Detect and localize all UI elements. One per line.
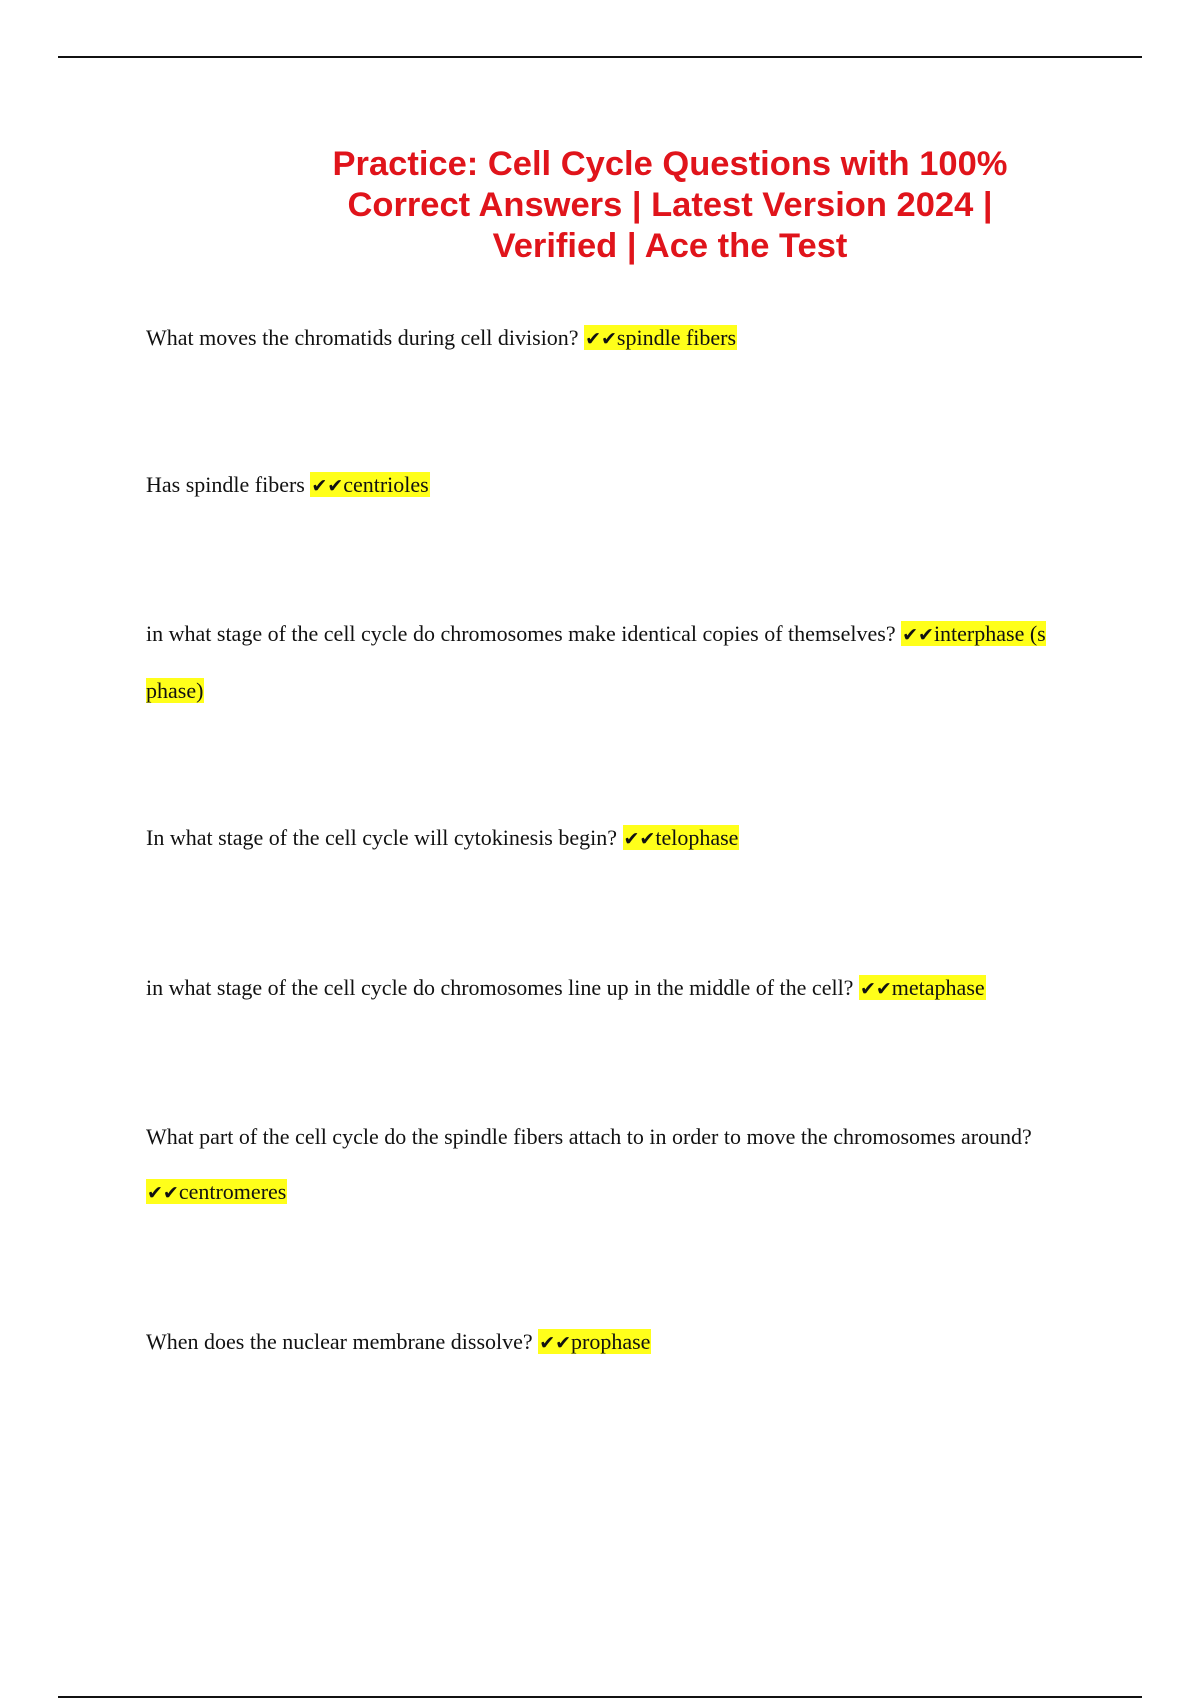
question-text: in what stage of the cell cycle do chromosomes line up in the middle of the cell? (146, 975, 854, 1000)
document-title: Practice: Cell Cycle Questions with 100% Correct Answers | Latest Version 2024 | Verified | Ace the Test (332, 145, 1008, 265)
question-text: In what stage of the cell cycle will cytokinesis begin? (146, 825, 618, 850)
double-check-icon: ✔✔ (539, 1332, 572, 1354)
answer-highlight (146, 1179, 287, 1204)
question-text: Has spindle fibers (146, 472, 305, 497)
answer-highlight (623, 825, 740, 850)
qa-item-4 (146, 810, 1046, 867)
top-rule (58, 56, 1142, 58)
qa-item-1 (146, 310, 1046, 367)
qa-item-2 (146, 457, 1046, 514)
answer-highlight (584, 325, 737, 350)
answer-text: metaphase (891, 975, 985, 1000)
qa-item-5 (146, 960, 1046, 1017)
answer-text: prophase (571, 1329, 651, 1354)
answer-highlight (859, 975, 986, 1000)
answer-highlight (310, 472, 429, 497)
answer-text: spindle fibers (616, 325, 737, 350)
answer-text: centrioles (343, 472, 429, 497)
answer-text: telophase (655, 825, 739, 850)
question-text: When does the nuclear membrane dissolve? (146, 1329, 533, 1354)
qa-item-7 (146, 1314, 1046, 1371)
double-check-icon: ✔✔ (147, 1182, 179, 1204)
double-check-icon: ✔✔ (623, 828, 656, 850)
double-check-icon: ✔✔ (311, 475, 344, 497)
question-text: in what stage of the cell cycle do chromosomes make identical copies of themselves? (146, 621, 896, 646)
double-check-icon: ✔✔ (902, 624, 934, 646)
answer-text: interphase (s phase) (146, 621, 1046, 703)
bottom-rule (58, 1696, 1142, 1698)
double-check-icon: ✔✔ (859, 978, 892, 1000)
question-text: What part of the cell cycle do the spindle fibers attach to in order to move the chromosomes around? (146, 1124, 1032, 1149)
qa-item-3 (146, 606, 1046, 718)
answer-text: centromeres (178, 1179, 287, 1204)
qa-item-6 (146, 1109, 1046, 1221)
answer-highlight (538, 1329, 651, 1354)
question-text: What moves the chromatids during cell division? (146, 325, 579, 350)
double-check-icon: ✔✔ (585, 328, 617, 350)
